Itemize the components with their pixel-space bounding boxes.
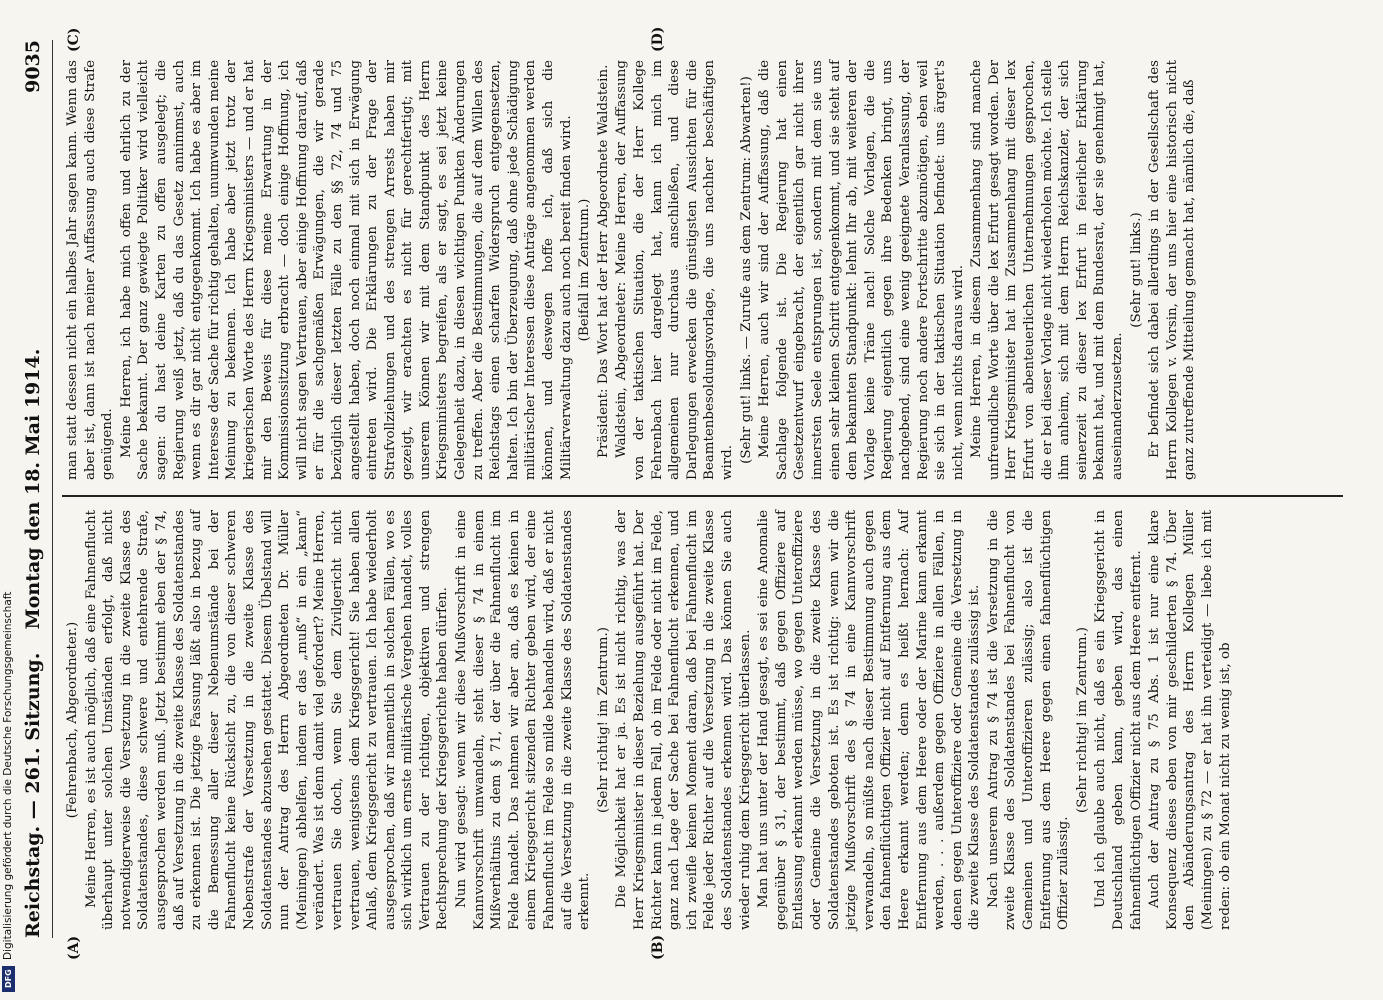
margin-marker-b: (B) bbox=[650, 934, 666, 960]
paragraph: Meine Herren, in diesem Zusammenhang sind manche unfreundliche Worte über die lex Erfurt gesagt worden. Der Herr Kriegsminister hat im Zusammenhang mit dieser lex Erfurt von abenteuerlichen Unternehmungen gesprochen, die er bei dieser Vorlage nicht wiederholen möchte. Ich stelle ihm anheim, sich mit dem Herrn Reichskanzler, der sich seinerzeit zu dieser lex Erfurt in feierlicher Erklärung bekannt hat, und mit dem Bundesrat, der sie genehmigt hat, auseinanderzusetzen. bbox=[969, 60, 1126, 480]
paragraph: Er befindet sich dabei allerdings in der Gesellschaft des Herrn Kollegen v. Vorsin, der uns hier eine historisch nicht ganz zutreffende Mitteilung gemacht hat, nämlich die, daß bbox=[1147, 60, 1198, 480]
page-header bbox=[14, 40, 54, 938]
margin-marker-a: (A) bbox=[66, 935, 82, 960]
speaker-note: (Fehrenbach, Abgeordneter.) bbox=[65, 621, 80, 819]
dfg-logo: DFG bbox=[2, 966, 15, 992]
paragraph: Man hat uns unter der Hand gesagt, es sei eine Anomalie gegenüber § 31, der bestimmt, daß gegen Offiziere auf Entlassung erkannt werden müsse, wo gegen Unteroffiziere oder Gemeine die Versetzung in die zweite Klasse des Soldatenstandes geboten ist. Es ist richtig: wenn wir die jetzige Mußvorschrift des § 74 in eine Kannvorschrift verwandeln, so müßte nach dieser Bestimmung auch gegen den fahnenflüchtigen Offizier nicht auf Entfernung aus dem Heere erkannt werden; denn es heißt hernach: Auf Entfernung aus dem Heere oder der Marine kann erkannt werden, . . . außerdem gegen Offiziere in allen Fällen, in denen gegen Unteroffiziere oder Gemeine die Versetzung in die zweite Klasse des Soldatenstandes zulässig ist. bbox=[756, 510, 983, 930]
header-rule bbox=[52, 40, 53, 938]
paragraph: Nach unserem Antrag zu § 74 ist die Versetzung in die zweite Klasse des Soldatenstandes bei Fahnenflucht von Gemeinen und Unteroffizieren zulässig; also ist die Entfernung aus dem Heere gegen einen fahnenflüchtigen Offizier zulässig. bbox=[985, 510, 1072, 930]
interjection: (Beifall im Zentrum.) bbox=[577, 198, 593, 342]
paragraph: Meine Herren, ich habe mich offen und ehrlich zu der Sache bekannt. Der ganz gewiegte Politiker wird vielleicht sagen: du hast deine Karten zu offen ausgelegt; die Regierung weiß jetzt, daß du das Gesetz annimmst, auch wenn es dir gar nicht entgegenkommt. Ich habe es aber im Interesse der Sache für richtig gehalten, unumwunden meine Meinung zu bekennen. Ich habe aber jetzt trotz der kriegerischen Worte des Herrn Kriegsministers — und er hat mir den Beweis für diese meine Erwartung in der Kommissionssitzung erbracht — doch einige Hoffnung, ich will nicht sagen Vertrauen, aber einige Hoffnung darauf, daß er für die sachgemäßen Erwägungen, die wir gerade bezüglich dieser letzten Fälle zu den §§ 72, 74 und 75 angestellt haben, doch noch einmal mit sich in Erwägung eintreten wird. Die Erklärungen zu der Frage der Strafvollziehungen und des strengen Arrests haben mir gezeigt, wir erachten es nicht für gerechtfertigt; mit unserem Können wir mit dem Standpunkt des Herrn Kriegsministers begreifen, als er sagt, es sei jetzt keine Gelegenheit dazu, in diesen wichtigen Punkten Änderungen zu treffen. Aber die Bestimmungen, die auf dem Willen des Reichstags einen scharfen Widerspruch entgegensetzen, halten. Ich bin der Überzeugung, daß ohne jede Schädigung militärischer Interessen diese Anträge angenommen werden können, und deswegen hoffe ich, daß sich die Militärverwaltung dazu auch noch bereit finden wird. bbox=[118, 60, 574, 480]
margin-marker-c: (C) bbox=[66, 27, 82, 52]
paragraph: Die Möglichkeit hat er ja. Es ist nicht richtig, was der Herr Kriegsminister in dieser Beziehung ausgeführt hat. Der Richter kann in jedem Fall, ob im Felde oder nicht im Felde, ganz nach Lage der Sache bei Fahnenflucht erkennen, und ich zweifle keinen Moment daran, daß bei Fahnenflucht im Felde jeder Richter auf die Versetzung in die zweite Klasse des Soldatenstandes erkennen wird. Das können Sie auch wieder ruhig dem Kriegsgericht überlassen. bbox=[614, 510, 753, 930]
header-left: Reichstag. — 261. Sitzung. bbox=[22, 652, 44, 938]
paragraph: Waldstein, Abgeordneter: Meine Herren, der Auffassung von der taktischen Situation, die der Herr Kollege Fehrenbach hier dargelegt hat, kann ich mich im allgemeinen nur durchaus anschließen, und diese Darlegungen erwecken die günstigsten Aussichten für die Beamtenbesoldungsvorlage, die uns nachher beschäftigen wird. bbox=[614, 60, 735, 480]
column-divider bbox=[62, 495, 1343, 497]
president-statement: Präsident: Das Wort hat der Herr Abgeordnete Waldstein. bbox=[595, 64, 611, 458]
interjection: (Sehr gut! links.) bbox=[1128, 212, 1144, 328]
paragraph: Auch der Antrag zu § 75 Abs. 1 ist nur eine klare Konsequenz dieses eben von mir geschilderten § 74. Über den Abänderungsantrag des Herrn Kollegen Müller (Meiningen) zu § 72 — er hat ihn verteidigt — liebe ich mit reden: ob ein Monat nicht zu wenig ist, ob bbox=[1147, 510, 1233, 930]
funding-note: Digitalisierung gefördert durch die Deutsche Forschungsgemeinschaft bbox=[2, 591, 14, 960]
paragraph: Meine Herren, auch wir sind der Auffassung, daß die Sachlage folgende ist. Die Regierung hat einen Gesetzentwurf eingebracht, der eigentlich gar nicht ihrer innersten Seele entsprungen ist, sondern mit dem sie uns einen sehr kleinen Schritt entgegenkommt, und sie steht auf dem bekannten Standpunkt: lehnt Ihr ab, mit weiteren der Vorlage keine Träne nach! Solche Vorlagen, die die Regierung eigentlich gegen ihre Bedenken bringt, uns nachgebend, sind eine wenig geeignete Veranlassung, der Regierung noch andere Fortschritte abzunötigen, eben weil sie sich in der taktischen Situation befindet: uns ärgert's nicht, wenn nichts daraus wird. bbox=[757, 60, 966, 480]
interjection: (Sehr richtig! im Zentrum.) bbox=[1074, 627, 1090, 813]
header-date: Montag den 18. Mai 1914. bbox=[22, 348, 44, 630]
column-left bbox=[64, 510, 1323, 930]
column-right bbox=[64, 60, 1323, 480]
funding-sidebar bbox=[0, 0, 16, 1000]
interjection: (Sehr gut! links. — Zurufe aus dem Zentrum: Abwarten!) bbox=[738, 76, 754, 464]
paragraph: man statt dessen nicht ein halbes Jahr sagen kann. Wenn das aber ist, dann ist nach meiner Auffassung auch diese Strafe genügend. bbox=[65, 60, 116, 480]
margin-marker-d: (D) bbox=[650, 26, 666, 52]
paragraph: Und ich glaube auch nicht, daß es ein Kriegsgericht in Deutschland geben kann, geben wird, das einen fahnenflüchtigen Offizier nicht aus dem Heere entfernt. bbox=[1093, 510, 1144, 930]
paragraph: Meine Herren, es ist auch möglich, daß eine Fahnenflucht überhaupt unter solchen Umständen erfolgt, daß nicht notwendigerweise die Versetzung in die zweite Klasse des Soldatenstandes, diese schwere und entehrende Strafe, ausgesprochen werden muß. Jetzt bestimmt eben der § 74, daß auf Versetzung in die zweite Klasse des Soldatenstandes zu erkennen ist. Die jetzige Fassung läßt also in bezug auf die Bemessung aller dieser Nebenumstände bei der Fahnenflucht keine Rücksicht zu, die von dieser schweren Nebenstrafe der Versetzung in die zweite Klasse des Soldatenstandes abzusehen gestattet. Diesem Übelstand will nun der Antrag des Herrn Abgeordneten Dr. Müller (Meiningen) abhelfen, indem er das „muß“ in ein „kann“ verändert. Was ist denn damit viel gefordert? Meine Herren, vertrauen Sie doch, wenn Sie dem Zivilgericht nicht vertrauen, wenigstens dem Kriegsgericht! Sie haben allen Anlaß, dem Kriegsgericht zu vertrauen. Ich habe wiederholt ausgesprochen, daß wir namentlich in solchen Fällen, wo es sich wirklich um ernste militärische Vergehen handelt, volles Vertrauen zu der richtigen, objektiven und strengen Rechtsprechung der Kriegsgerichte haben dürfen. bbox=[83, 510, 451, 930]
page-number: 9035 bbox=[22, 40, 44, 93]
interjection: (Sehr richtig! im Zentrum.) bbox=[595, 627, 611, 813]
paragraph: Nun wird gesagt: wenn wir diese Mußvorschrift in eine Kannvorschrift umwandeln, steht dieser § 74 in einem Mißverhältnis zu dem § 71, der über die Fahnenflucht im Felde handelt. Das nehmen wir aber an, daß es keinen in einem Kriegsgericht sitzenden Richter geben wird, der eine Fahnenflucht im Felde so milde behandeln wird, daß er nicht auf die Versetzung in die zweite Klasse des Soldatenstandes erkennt. bbox=[454, 510, 593, 930]
